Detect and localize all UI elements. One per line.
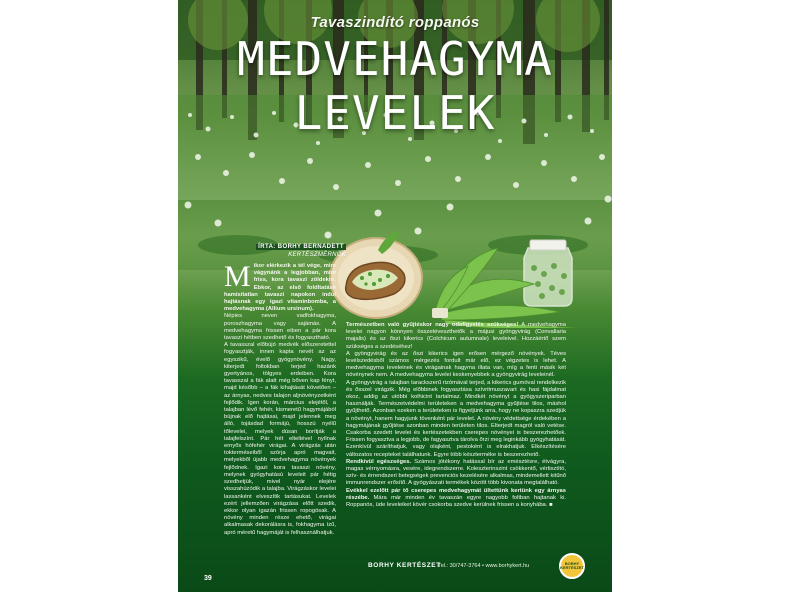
magazine-page — [178, 0, 612, 592]
recipe-illustration — [328, 228, 593, 328]
right-paragraph-2 — [346, 351, 566, 380]
right-text-2: A gyöngyvirág és az őszi kikerics igen erősen mérgező növények. Téves levélszedésből számos mérgezés fordult már elő, ez végzetes is lehet. A medvehagyma leveleinek és virágainak hagyma illata van, míg a fenti másik két növénynek nem. A medvehagyma levelei keskenyebbek a gyöngyvirág leveleinél. — [346, 350, 566, 379]
badge-text: BORHY KERTÉSZET — [560, 560, 584, 570]
right-lead-5: Evékkel ezelőtt pár tő cserepes medvehagymát ültettünk kertünk egy árnyas részébe. — [346, 487, 566, 501]
left-paragraph-2: Népies neven vadfokhagyma, poroszhagyma vagy sajámás. A medvehagyma frissen eiben a pár kora tavaszi hétben szedhető és fogyasztható. — [224, 313, 336, 342]
article-title: MEDVEHAGYMA LEVELEK — [237, 32, 553, 140]
right-text-5: Mára már minden év tavaszán egyre nagyobb foltban hajtanak ki. Roppanós, üde leveleiket kövér csokorba szedve kerülnek frissen a konyhába. ■ — [346, 494, 566, 509]
right-paragraph-1 — [346, 322, 566, 351]
right-lead-4: Rendkívül egészséges. — [346, 458, 412, 465]
right-column — [346, 322, 566, 560]
right-text-4: Számos jótékony hatással bír az emésztésre, étvágyra, magas vérnyomásra, vesére, idegrendszerre. Koleszterinszint csökkentő, vértisztító, szív- és érrendszeri betegségek prevenciós kezelésére alkalmas, mindemellett kitűnő immunrendszer erősítő. A gyógyászati termékek között több kivonata megtalálható. — [346, 458, 566, 487]
page-number: 39 — [204, 575, 212, 582]
right-paragraph-3 — [346, 380, 566, 459]
right-lead-1: Természetben való gyűjtéskor nagy odafigyelés szükséges! — [346, 322, 519, 328]
byline — [234, 243, 346, 259]
footer-brand: BORHY KERTÉSZET — [368, 562, 441, 569]
byline-role: KERTÉSZMÉRNÖK — [288, 252, 346, 258]
footer-contact: Tel.: 30/747-3764 • www.borhykert.hu — [438, 563, 530, 569]
brand-logo-badge — [559, 553, 585, 579]
right-paragraph-4 — [346, 459, 566, 488]
byline-author: ÍRTA: BORHY BERNADETT — [258, 244, 344, 250]
left-paragraph-1: ikor elérkezik a tél vége, mire vágynánk a legjobban, mint friss, kora tavaszi zöldekre. Ebkor, az első foldltatásé hamísítatlan tavaszi napokon indul hajtásnak egy igazi vitaminbomba, a medvehagyma (Allium ursinum). — [224, 263, 336, 313]
left-column — [224, 263, 336, 573]
dropcap: M — [224, 263, 251, 293]
right-text-1: A medvehagyma levelei nagyon könnyen összetéveszthetők a májusi gyöngyvirág (Convallaria majalis) és az őszi kikerics (Colchicum autumnale) leveleivel. Hozzáértő szem szükséges a szedéséhez! — [346, 322, 566, 350]
right-paragraph-5 — [346, 488, 566, 510]
article-kicker: Tavaszindító roppanós — [310, 14, 480, 31]
right-text-3: A gyöngyvirág a talajban tarackszerű rizómával terjed, a kikerics gumóval rendelkezik és ősszel virágzik. Még előbbinek fogyasztása szívritmuszavart és hasi fájdalmat okoz, addig az utóbbi kolhicint tartalmaz. Mindkét növényt a gyógyszeriparban használják. Természetvédelmi területeken a medvehagyma gyűjtése tilos, máshol gyűjthető. Azonban ezeken a területeken is figyeljünk arra, hogy ne kopaszra szedjük a növényt, hanem hagyjunk tövenként pár levelet. A növény védettsége érdekében a hagymájának gyűjtése azonban minden területen tilos. Elterjedt magról való vetése. Csakorba szedett levelei és kertészetekben cserepes növényei is beszerezhetőek. Frissen fogyasztva a legjobb, de fagyasztva tárolva őrzi meg leginkább gyógyhatását. Ezenkívül száríthatjuk, vagy olajként, pestoként is elrakhatjuk. Elkészítésére változatos recepteket találhatunk. Egyre több készterméke is beszerezhető. — [346, 379, 566, 458]
left-paragraph-3: A tavasszal előbújó medvék előszeretettel fogyasztják, innen kapta nevét az az egyszikű, évelő gyógynövény. Nagy, kiterjedt foltokban terjed hazánk gyertyános, tölgyes erdeiben. Kora tavasszal a fák alatt még bőven kap fényt, majd később – a fák kihajtását követően – az árnyas, nedves talajon aljnövényzetként fejlődik. Igen korán, március elejétől, a talajban lévő fehér, kismeretű hagymájából bújnak elő hajtásai, majd jelennek meg álló, tojásdad formájú, hosszú nyélű tőlevelei, melyek dúsan borítják a talajfelszínt. Pár hét elteltével nyílnak ernyős hófehér virágai. A virágzás után tokterméseiből szórja apró magvait, melyekből újabb medvehagyma növények fejlődnek. Igazi kora tavaszi növény, melynek gyógyhatású leveleit pár hétig szedhetjük, mivel nyár elejére visszahúzódik a talajba. Virágzáskor levelei lassanként elveszítik tartásukat. Levelek ezért jellemzően virágzása előtt szedik, ekkor olyan igazán frissen ropogósak. A növény minden része ehető, virágai alkalmasak dekorálásra is, fokhagyma ízű, apró méretű hagymáját is felhasználhatjuk. — [224, 342, 336, 536]
